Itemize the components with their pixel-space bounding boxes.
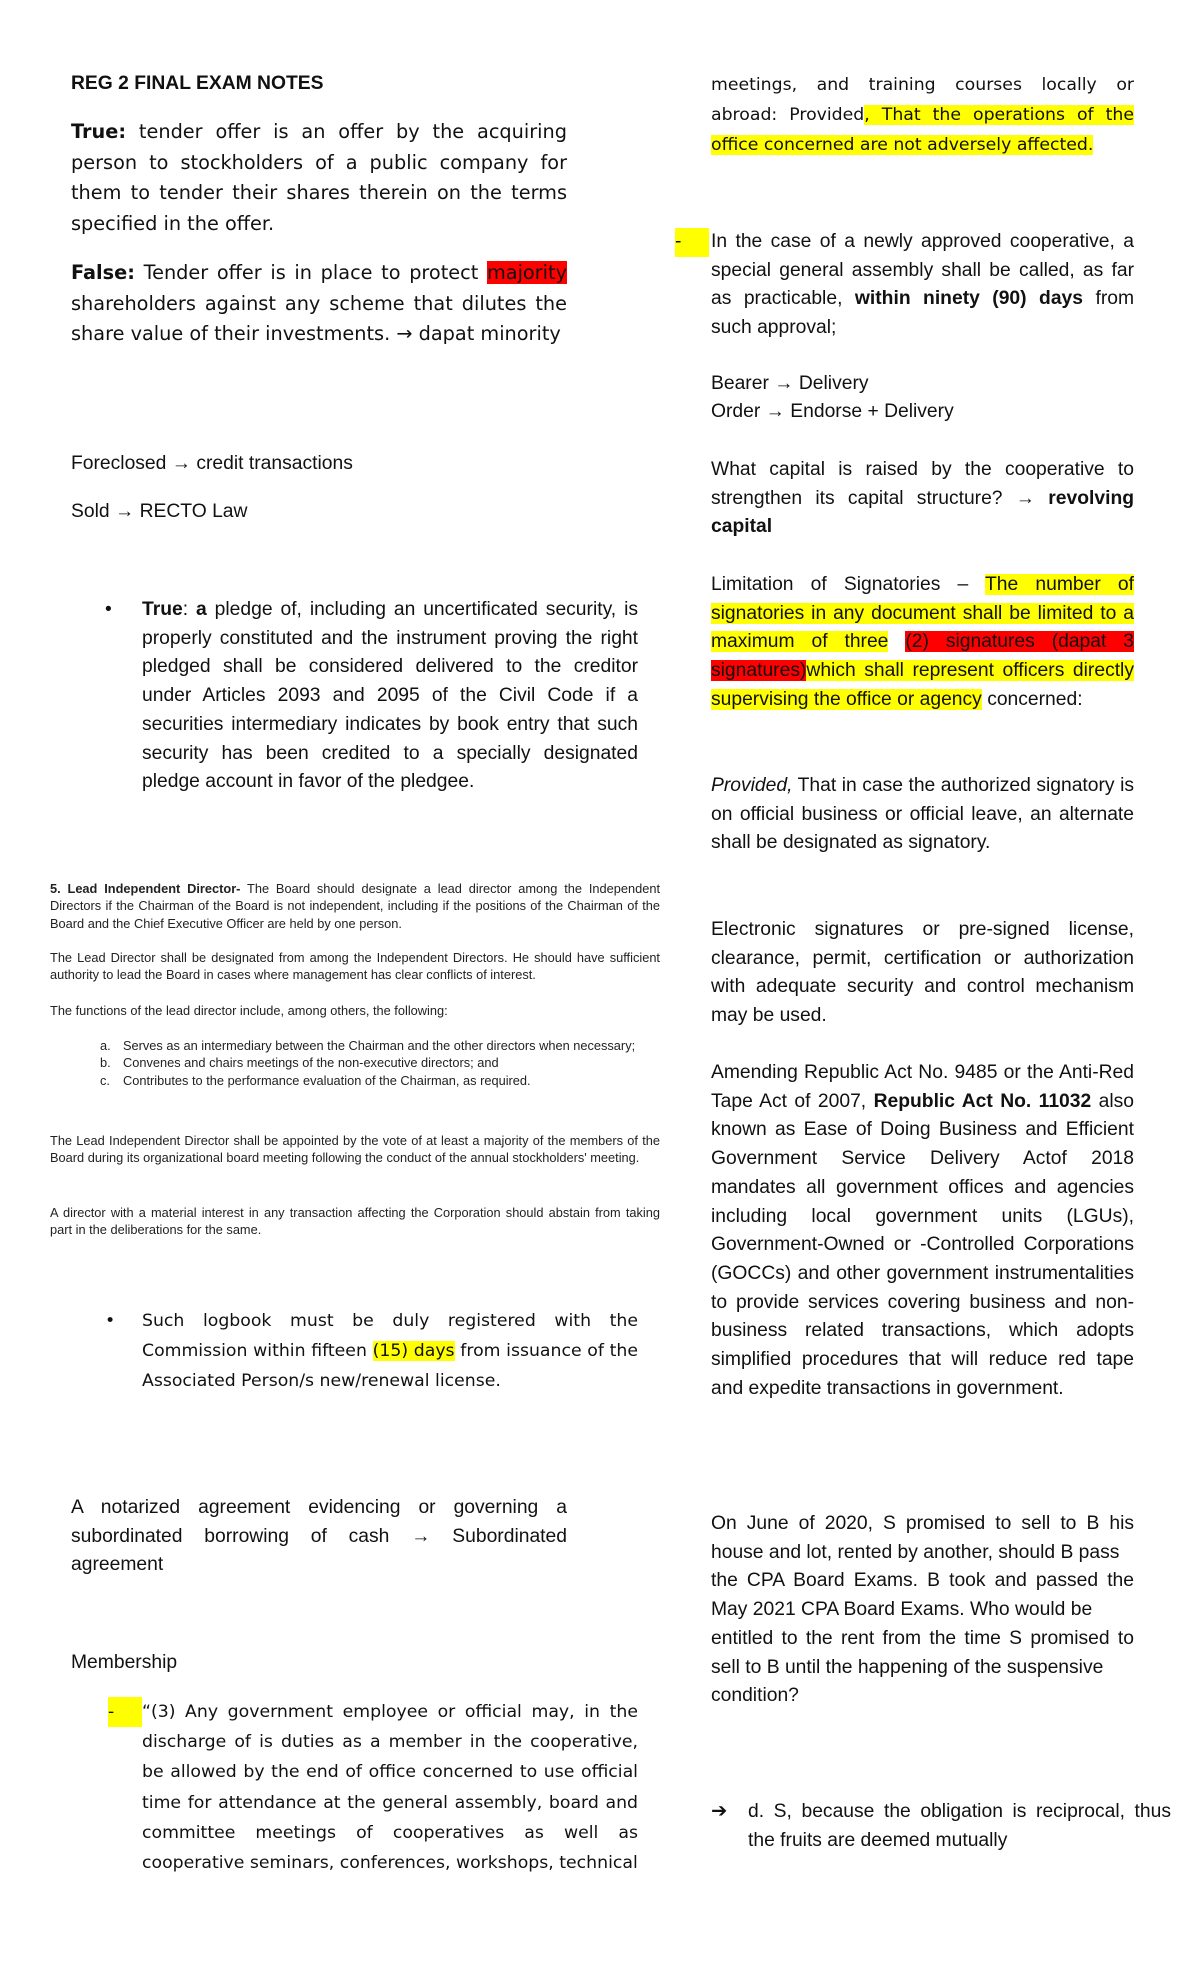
sig-red-highlight: (2) signatures (dapat 3 signatures) (711, 631, 1134, 682)
provided-text: That in case the authorized signatory is on official business or official leave, an alternate shall be designated as signatory. (711, 775, 1135, 854)
question-line: condition? (711, 1685, 799, 1707)
item-text: Serves as an intermediary between the Chairman and the other directors when necessary; (123, 1038, 636, 1053)
electronic-note: Electronic signatures or pre-signed license, clearance, permit, certification or authorization with adequate security and control mechanism may be used. (711, 919, 1134, 1027)
foreclosed-note: Foreclosed → credit transactions (71, 453, 353, 474)
membership-item (71, 1697, 638, 1878)
sold-note: Sold → RECTO Law (71, 501, 248, 522)
bullet-icon: • (105, 599, 112, 620)
majority-highlight: majority (486, 261, 567, 284)
tender-offer-false (71, 258, 567, 350)
excerpt-list (100, 1037, 663, 1089)
true-text: tender offer is an offer by the acquiring person to stockholders of a public company for them to tender their shares therein on the terms specified in the offer. (71, 120, 567, 235)
bearer-note: Bearer → Delivery (711, 373, 869, 394)
answer-text: d. S, because the obligation is reciprocal, thus the fruits are deemed mutually (748, 1801, 1171, 1851)
cpa-question (711, 1510, 1134, 1711)
dash-marker: - (108, 1697, 142, 1727)
item-text: Contributes to the performance evaluation of the Chairman, as required. (123, 1072, 531, 1088)
question-line: the CPA Board Exams. B took and passed the May 2021 CPA Board Exams. Who would be (711, 1570, 1134, 1621)
lead-director-excerpt (50, 880, 660, 1242)
ninety-days: within ninety (90) days (854, 288, 1083, 310)
excerpt-p3: The functions of the lead director include, among others, the following: (50, 1003, 448, 1018)
excerpt-p2: The Lead Director shall be designated from among the Independent Directors. He should have sufficient authority to lead the Board in cases where management has clear conflicts of interest. (50, 950, 660, 983)
amend-pre: Amending Republic Act No. 9485 or the Anti-Red Tape Act of 2007, (711, 1062, 1134, 1112)
logbook-text-pre: Such logbook must be duly registered with the Commission within fifteen (142, 1311, 638, 1362)
excerpt-p1-text: The Board should designate a lead director among the Independent Directors if the Chairman of the Board is not independent, including if the positions of the Chairman of the Board and the Chief Executive Officer are held by one person. (50, 881, 660, 931)
item-text: Convenes and chairs meetings of the non-executive directors; and (123, 1055, 499, 1071)
new-coop-item (675, 228, 1135, 343)
bullet-icon: • (105, 1311, 116, 1331)
excerpt-heading: 5. Lead Independent Director- (50, 881, 241, 896)
capital-q-text: What capital is raised by the cooperative to strengthen its capital structure? → (711, 459, 1134, 509)
excerpt-list-item (100, 1037, 663, 1054)
sig-highlight-1: The number of signatories in any document shall be limited to a maximum of three (711, 574, 1134, 653)
question-line: entitled to the rent from the time S promised to sell to B until the happening of the suspensive (711, 1627, 1134, 1678)
item-letter: c. (100, 1072, 110, 1088)
pledge-a: a (196, 599, 207, 620)
ra-11032: Republic Act No. 11032 (873, 1090, 1092, 1112)
membership-heading: Membership (71, 1652, 178, 1673)
excerpt-p4: The Lead Independent Director shall be appointed by the vote of at least a majority of the members of the Board during its organizational board meeting following the conduct of the annual stockholders' meeting. (50, 1133, 660, 1166)
item-letter: a. (100, 1038, 111, 1053)
capital-answer: revolving capital (711, 487, 1135, 538)
tender-offer-true (71, 117, 567, 239)
page-title: REG 2 FINAL EXAM NOTES (71, 73, 324, 94)
pledge-colon: : (182, 599, 189, 620)
signatories-note (711, 571, 1134, 715)
sig-highlight-2: which shall represent officers directly supervising the office or agency (711, 660, 1134, 710)
pledge-true-label: True (142, 599, 183, 620)
excerpt-list-item (100, 1054, 663, 1071)
membership-text: “(3) Any government employee or official may, in the discharge of is duties as a member in the cooperative, be allowed by the end of office concerned to use official time for attendance at the general assembly, board and committee meetings of cooperatives as well as cooperative seminars, conferences, workshops, technical (142, 1702, 638, 1874)
false-label: False: (71, 261, 135, 284)
logbook-bullet (71, 1306, 638, 1397)
provided-highlight: , That the operations of the office concerned are not adversely affected. (711, 105, 1135, 156)
order-note: Order → Endorse + Delivery (711, 401, 954, 422)
fifteen-days-highlight: (15) days (372, 1341, 455, 1362)
capital-question (711, 456, 1134, 542)
provided-italic: Provided, (711, 775, 793, 796)
membership-continued (711, 70, 1134, 161)
false-text-pre: Tender offer is in place to protect (143, 261, 479, 284)
question-line: On June of 2020, S promised to sell to B his house and lot, rented by another, should B pass (711, 1513, 1134, 1563)
sig-post: concerned: (987, 688, 1083, 710)
notarized-note: A notarized agreement evidencing or governing a subordinated borrowing of cash → Subordinated agreement (71, 1497, 567, 1576)
excerpt-p5: A director with a material interest in any transaction affecting the Corporation should abstain from taking part in the deliberations for the same. (50, 1205, 660, 1238)
amend-post: also known as Ease of Doing Business and Efficient Government Service Delivery Actof 2018 mandates all government offices and agencies including local government units (LGUs), Government-Owned or -Controlled Corporations (GOCCs) and other government instrumentalities to provide services covering business and non-business related transactions, which adopts simplified procedures that will reduce red tape and expedite transactions in government. (711, 1090, 1135, 1399)
logbook-text-post: from issuance of the Associated Person/s new/renewal license. (142, 1341, 639, 1392)
new-coop-text: In the case of a newly approved cooperative, a special general assembly shall be called, as far as practicable, (711, 231, 1134, 310)
continued-text: meetings, and training courses locally or abroad: Provided (711, 75, 1134, 126)
item-letter: b. (100, 1055, 111, 1071)
answer-item (711, 1798, 1171, 1855)
new-coop-post: from such approval; (711, 288, 1135, 339)
pledge-bullet (71, 596, 638, 797)
ra-11032-note (711, 1059, 1134, 1403)
true-label: True: (71, 120, 127, 143)
false-text-post: shareholders against any scheme that dilutes the share value of their investments. → dapat minority (71, 291, 567, 345)
sig-pre: Limitation of Signatories – (711, 574, 969, 595)
excerpt-p1 (50, 880, 660, 932)
provided-note (711, 772, 1134, 858)
arrow-icon: ➔ (711, 1801, 728, 1822)
excerpt-list-item (100, 1072, 663, 1089)
pledge-text: pledge of, including an uncertificated security, is properly constituted and the instrument proving the right pledged shall be considered delivered to the creditor under Articles 2093 and 2095 of the Civil Code if a securities intermediary indicates by book entry that such security has been credited to a specially designated pledge account in favor of the pledgee. (142, 599, 639, 793)
dash-marker: - (675, 228, 709, 257)
